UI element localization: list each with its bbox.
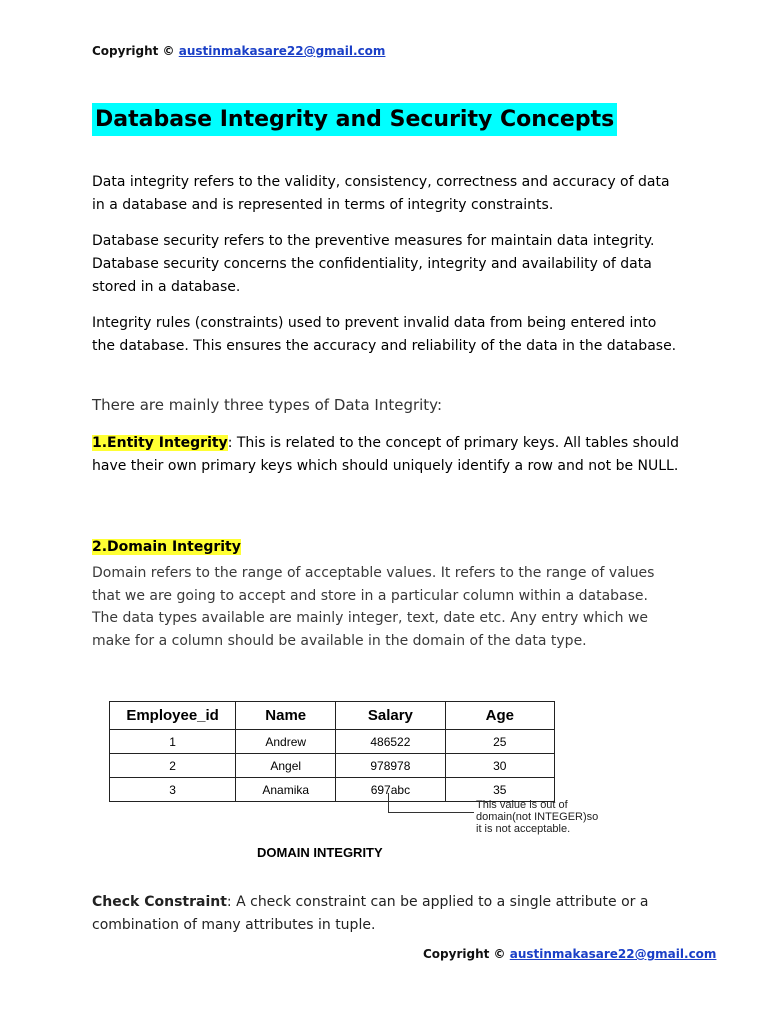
author-email-link[interactable]: austinmakasare22@gmail.com xyxy=(509,947,717,961)
footer-copyright xyxy=(423,947,716,961)
column-header-name: Name xyxy=(236,702,336,730)
types-heading: There are mainly three types of Data Integrity: xyxy=(92,396,443,414)
domain-integrity-label: 2.Domain Integrity xyxy=(92,539,241,555)
cell-name: Angel xyxy=(236,754,336,778)
cell-employee-id: 3 xyxy=(110,778,236,802)
copyright-label: Copyright © xyxy=(92,44,175,58)
callout-note-line: it is not acceptable. xyxy=(476,823,571,835)
callout-note xyxy=(476,799,636,835)
paragraph-database-security: Database security refers to the preventive measures for maintain data integrity. Database security concerns the confidentiality, integrity and availability of data stored in a database. xyxy=(92,233,655,295)
table-header-row xyxy=(110,702,555,730)
entity-integrity-text: : This is related to the concept of primary keys. All tables should have their own primary keys which should uniquely identify a row and not be NULL. xyxy=(92,435,679,474)
column-header-age: Age xyxy=(445,702,554,730)
cell-age: 25 xyxy=(445,730,554,754)
cell-employee-id: 2 xyxy=(110,754,236,778)
column-header-salary: Salary xyxy=(336,702,445,730)
cell-employee-id: 1 xyxy=(110,730,236,754)
callout-note-line: domain(not INTEGER)so xyxy=(476,811,599,823)
table-row xyxy=(110,778,555,802)
entity-integrity-section xyxy=(92,432,682,478)
figure-caption: DOMAIN INTEGRITY xyxy=(257,845,383,860)
header-copyright xyxy=(92,44,385,58)
page-title: Database Integrity and Security Concepts xyxy=(92,103,617,136)
domain-integrity-text: Domain refers to the range of acceptable values. It refers to the range of values that we are going to accept and store in a particular column within a database. The data types available are mainly integer, text, date etc. Any entry which we make for a column should be available in the domain of the data type. xyxy=(92,565,655,649)
callout-connector xyxy=(388,793,474,813)
paragraph-data-integrity: Data integrity refers to the validity, consistency, correctness and accuracy of data in a database and is represented in terms of integrity constraints. xyxy=(92,174,670,213)
cell-name: Anamika xyxy=(236,778,336,802)
table-row xyxy=(110,730,555,754)
check-constraint-section xyxy=(92,891,682,937)
employee-table xyxy=(109,701,555,802)
cell-salary: 978978 xyxy=(336,754,445,778)
column-header-employee-id: Employee_id xyxy=(110,702,236,730)
entity-integrity-label: 1.Entity Integrity xyxy=(92,435,228,451)
cell-salary: 697abc xyxy=(336,778,445,802)
check-constraint-label: Check Constraint xyxy=(92,894,227,910)
cell-age: 35 xyxy=(445,778,554,802)
author-email-link[interactable]: austinmakasare22@gmail.com xyxy=(178,44,386,58)
callout-note-line: This value is out of xyxy=(476,799,568,811)
cell-age: 30 xyxy=(445,754,554,778)
cell-salary: 486522 xyxy=(336,730,445,754)
check-constraint-text: : A check constraint can be applied to a single attribute or a combination of many attributes in tuple. xyxy=(92,894,649,933)
table-row xyxy=(110,754,555,778)
cell-name: Andrew xyxy=(236,730,336,754)
paragraph-integrity-rules: Integrity rules (constraints) used to prevent invalid data from being entered into the database. This ensures the accuracy and reliability of the data in the database. xyxy=(92,315,677,354)
domain-integrity-heading xyxy=(92,539,241,555)
copyright-label: Copyright © xyxy=(423,947,506,961)
